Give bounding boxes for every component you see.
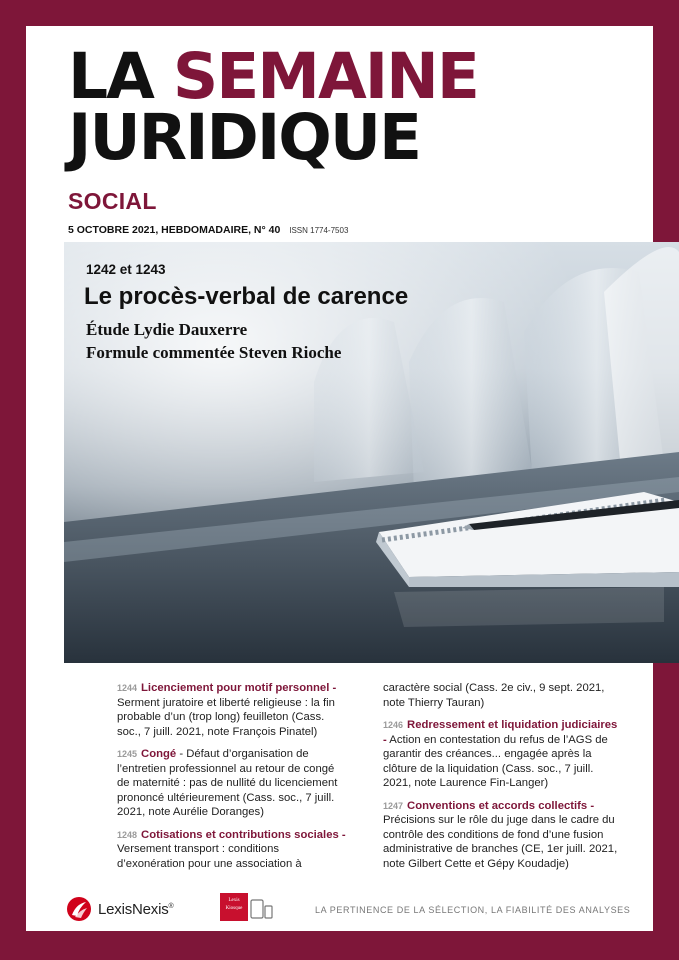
issue-date: 5 OCTOBRE 2021, HEBDOMADAIRE, N° 40 bbox=[68, 224, 281, 236]
masthead-line-1 bbox=[68, 40, 478, 113]
kiosque-line-1: Lexis bbox=[228, 898, 240, 903]
feature-numbers: 1242 et 1243 bbox=[86, 262, 166, 277]
item-number: 1245 bbox=[117, 749, 138, 759]
item-body: Serment juratoire et liberté religieuse : la fin probable d’un (trop long) feuilleton (Cass. soc., 7 juill. 2021, note François Pinatel) bbox=[117, 696, 335, 738]
lexis-kiosque-badge bbox=[220, 893, 248, 921]
summary-right-column bbox=[383, 681, 623, 879]
item-number: 1247 bbox=[383, 800, 404, 811]
lexisnexis-emblem-icon bbox=[66, 896, 92, 922]
summary-item bbox=[117, 747, 347, 820]
registered-mark: ® bbox=[168, 902, 174, 910]
item-title: Congé bbox=[141, 748, 177, 760]
item-title: Licenciement pour motif personnel - bbox=[141, 682, 337, 694]
item-title: Conventions et accords collectifs - bbox=[407, 799, 595, 812]
issue-line bbox=[68, 224, 348, 236]
summary-left-column bbox=[117, 681, 347, 879]
slogan: LA PERTINENCE DE LA SÉLECTION, LA FIABILITÉ DES ANALYSES bbox=[315, 905, 631, 915]
rubric-title: SOCIAL bbox=[68, 188, 157, 214]
devices-icon bbox=[250, 898, 274, 922]
masthead-semaine: SEMAINE bbox=[172, 40, 478, 113]
masthead-juridique: JURIDIQUE bbox=[68, 101, 421, 174]
item-body: Action en contestation du refus de l’AGS de garantir des créances... engagée après la clôture de la liquidation (Cass. soc., 7 juill. 2021, note Laurence Fin-Langer) bbox=[383, 733, 608, 789]
summary-item bbox=[383, 799, 623, 872]
item-number: 1248 bbox=[117, 829, 138, 840]
summary-item bbox=[383, 718, 623, 791]
summary-item-continued: caractère social (Cass. 2e civ., 9 sept. 2021, note Thierry Tauran) bbox=[383, 682, 605, 709]
item-body: - Défaut d’organisation de l’entretien professionnel au retour de congé de maternité : pas de nullité du licenciement prononcé ultérieurement (Cass. soc., 7 juill. 2021, note Aurélie Doranges) bbox=[117, 748, 338, 818]
item-body: Versement transport : conditions d’exonération pour une association à bbox=[117, 843, 302, 870]
item-title: Cotisations et contributions sociales - bbox=[141, 828, 346, 841]
item-body: Précisions sur le rôle du juge dans le cadre du contrôle des conditions de fond d’une fusion administrative de branches (CE, 1er juill. 2021, note Gilbert Cette et Gépy Koudadje) bbox=[383, 814, 618, 870]
publisher-text: LexisNexis bbox=[98, 900, 169, 918]
summary-item bbox=[117, 681, 347, 739]
feature-headline: Le procès-verbal de carence bbox=[84, 283, 409, 310]
item-number: 1246 bbox=[383, 720, 404, 730]
publisher-name bbox=[98, 901, 174, 918]
lexisnexis-logo bbox=[66, 896, 174, 922]
item-number: 1244 bbox=[117, 683, 138, 693]
kiosque-line-2: Kiosque bbox=[225, 906, 243, 911]
feature-byline-formule: Formule commentée Steven Rioche bbox=[86, 343, 342, 362]
summary-item bbox=[117, 828, 347, 872]
feature-byline-etude: Étude Lydie Dauxerre bbox=[86, 320, 248, 339]
masthead-la: LA bbox=[68, 40, 153, 113]
item-title: Redressement et liquidation judiciaires - bbox=[383, 719, 618, 746]
issn: ISSN 1774-7503 bbox=[289, 226, 349, 235]
